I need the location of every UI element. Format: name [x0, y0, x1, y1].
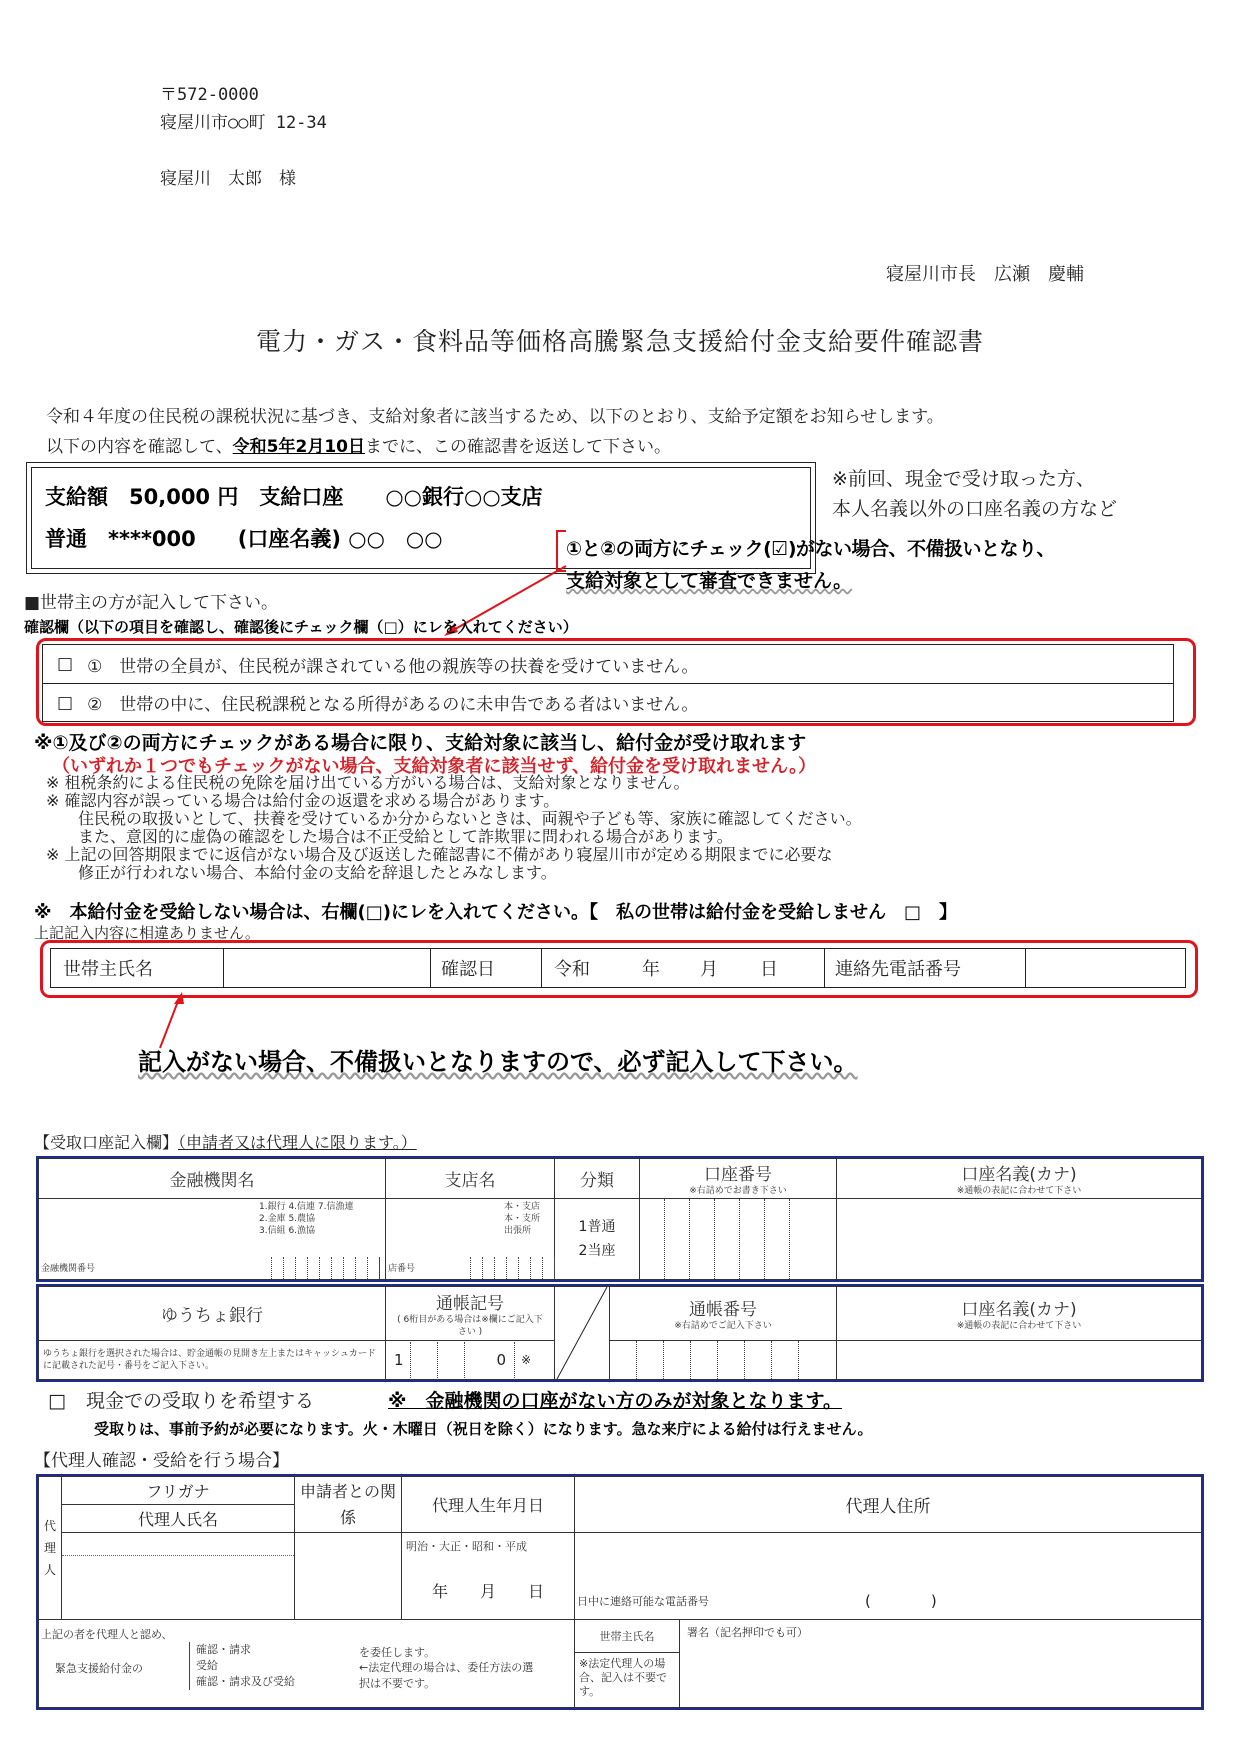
- callout-line-2: 支給対象として審査できません。: [566, 570, 853, 592]
- yucho-num-header: 通帳番号 ※右詰めでご記入下さい: [610, 1287, 837, 1341]
- yucho-holder-header: 口座名義(カナ) ※通帳の表記に合わせて下さい: [837, 1287, 1202, 1341]
- yucho-note: ゆうちょ銀行を選択された場合は、貯金通帳の見開き左上またはキャッシュカードに記載された記号・番号をご記入下さい。: [39, 1341, 386, 1380]
- phone-label: 連絡先電話番号: [825, 949, 1026, 987]
- yucho-sym-field[interactable]: 1 0 ※: [386, 1341, 555, 1380]
- must-fill-arrow: [150, 990, 190, 1050]
- yucho-num-field[interactable]: [610, 1341, 837, 1380]
- note-2: ※ 確認内容が誤っている場合は給付金の返還を求める場合があります。: [46, 791, 560, 810]
- note-5: ※ 上記の回答期限までに返信がない場合及び返送した確認書に不備があり寝屋川市が定める期限までに必要な: [46, 845, 833, 864]
- decline-sub: 上記記入内容に相違ありません。: [34, 924, 260, 942]
- relation-field[interactable]: [295, 1533, 402, 1620]
- sign-field[interactable]: [575, 1620, 1202, 1708]
- deadline: 令和5年2月10日: [232, 437, 365, 457]
- sign-label: 署名（記名押印でも可）: [687, 1626, 808, 1640]
- payment-line-2: 普通 ****000 (口座名義) ○○ ○○: [45, 527, 443, 551]
- bank-header: 金融機関名: [39, 1159, 386, 1199]
- decline-option[interactable]: ※ 本給付金を受給しない場合は、右欄(□)にレを入れてください。【 私の世帯は給付金を受給しません □ 】: [34, 902, 957, 923]
- address-label: 代理人住所: [575, 1477, 1202, 1533]
- red-notice: （いずれか１つでもチェックがない場合、支給対象者に該当せず、給付金を受け取れません。）: [52, 756, 817, 777]
- branch-field[interactable]: 本・支店 本・支所 出張所 店番号: [386, 1199, 555, 1280]
- date-label: 確認日: [431, 949, 542, 987]
- head-name-box: 世帯主氏名 ※法定代理人の場合、記入は不要です。: [575, 1620, 680, 1707]
- note-4: また、意図的に虚偽の確認をした場合は不正受給として詐欺罪に問われる場合があります。: [46, 827, 733, 846]
- agent-address-field[interactable]: 日中に連絡可能な電話番号 ( ): [575, 1533, 1202, 1620]
- bank-field[interactable]: 1.銀行 4.信連 7.信漁連 2.金庫 5.農協 3.信組 6.漁協 金融機関番号: [39, 1199, 386, 1280]
- month: 月: [700, 959, 718, 980]
- delegation-field: 上記の者を代理人と認め、 緊急支援給付金の 確認・請求 受給 確認・請求及び受給 を委任します。 ←法定代理の場合は、委任方法の選択は不要です。: [39, 1620, 575, 1708]
- note-6: 修正が行われない場合、本給付金の支給を辞退したとみなします。: [46, 863, 557, 882]
- branch-header: 支店名: [386, 1159, 555, 1199]
- side-note-2: 本人名義以外の口座名義の方など: [832, 498, 1118, 520]
- yucho-slash: [555, 1287, 610, 1380]
- cash-note: ※ 金融機関の口座がない方のみが対象となります。: [388, 1390, 842, 1412]
- account-section-title: 【受取口座記入欄】（申請者又は代理人に限ります。）: [34, 1133, 417, 1152]
- day: 日: [760, 959, 778, 980]
- confirm-header: 確認欄（以下の項目を確認し、確認後にチェック欄（□）にレを入れてください）: [24, 618, 578, 636]
- cash-sub: 受取りは、事前予約が必要になります。火・木曜日（祝日を除く）になります。急な来庁による給付は行えません。: [94, 1420, 873, 1438]
- intro-line-2: 以下の内容を確認して、令和5年2月10日までに、この確認書を返送して下さい。: [46, 437, 671, 457]
- recipient-name: 寝屋川 太郎 様: [160, 169, 296, 189]
- era: 令和: [554, 959, 590, 980]
- intro-line-1: 令和４年度の住民税の課税状況に基づき、支給対象者に該当するため、以下のとおり、支給予定額をお知らせします。: [46, 407, 944, 427]
- check-item-1-text: ① 世帯の全員が、住民税が課されている他の親族等の扶養を受けていません。: [87, 656, 699, 677]
- furigana-label: フリガナ: [62, 1477, 295, 1505]
- year: 年: [642, 959, 660, 980]
- check-item-2-text: ② 世帯の中に、住民税課税となる所得があるのに未申告である者はいません。: [87, 695, 699, 715]
- issuer: 寝屋川市長 広瀬 慶輔: [886, 264, 1084, 285]
- cash-checkbox[interactable]: □: [48, 1390, 66, 1412]
- agent-name-field[interactable]: [62, 1533, 295, 1620]
- side-note-1: ※前回、現金で受け取った方、: [832, 468, 1095, 490]
- name-label: 世帯主氏名: [51, 949, 224, 987]
- notes: [46, 774, 862, 882]
- bank-code-label: 金融機関番号: [41, 1264, 96, 1274]
- type-header: 分類: [555, 1159, 640, 1199]
- check-items-highlight: [36, 638, 1196, 726]
- acct-no-field[interactable]: [640, 1199, 837, 1280]
- agent-side-label: 代理人: [39, 1477, 62, 1620]
- must-fill-warning: 記入がない場合、不備扱いとなりますので、必ず記入して下さい。: [138, 1048, 858, 1076]
- checkbox-1[interactable]: □: [57, 654, 74, 674]
- note-3: 住民税の取扱いとして、扶養を受けているか分からないときは、両親や子ども等、家族に確認してください。: [46, 809, 862, 828]
- yucho-sym-header: 通帳記号 ( 6桁目がある場合は※欄にご記入下さい ): [386, 1287, 555, 1341]
- type-field[interactable]: 1普通 2当座: [555, 1199, 640, 1280]
- yucho-holder-field[interactable]: [837, 1341, 1202, 1380]
- holder-header: 口座名義(カナ) ※通帳の表記に合わせて下さい: [837, 1159, 1202, 1199]
- sign-row-highlight: [40, 940, 1198, 998]
- postal-code: 〒572-0000: [160, 85, 259, 105]
- dob-label: 代理人生年月日: [402, 1477, 575, 1533]
- bold-notice: ※①及び②の両方にチェックがある場合に限り、支給対象に該当し、給付金が受け取れます: [34, 732, 807, 754]
- relation-label: 申請者との関係: [295, 1477, 402, 1533]
- delegation-options[interactable]: 確認・請求 受給 確認・請求及び受給: [189, 1642, 295, 1690]
- yucho-table: [36, 1284, 1204, 1382]
- callout-line-1: ①と②の両方にチェック(☑)がない場合、不備扱いとなり、: [566, 538, 1056, 560]
- bank-table: [36, 1156, 1204, 1282]
- payment-line-1: 支給額 50,000 円 支給口座 ○○銀行○○支店: [45, 485, 543, 509]
- yucho-label: ゆうちょ銀行: [39, 1287, 386, 1341]
- note-1: ※ 租税条約による住民税の免除を届け出ている方がいる場合は、支給対象となりません。: [46, 773, 690, 792]
- agent-table: [36, 1474, 1204, 1710]
- document-title: 電力・ガス・食料品等価格高騰緊急支援給付金支給要件確認書: [255, 327, 984, 356]
- agent-section-title: 【代理人確認・受給を行う場合】: [34, 1451, 289, 1471]
- checkbox-2[interactable]: □: [57, 692, 74, 713]
- agent-name-label: 代理人氏名: [62, 1505, 295, 1533]
- branch-code-label: 店番号: [388, 1264, 416, 1274]
- address-street: 寝屋川市○○町 12-34: [160, 113, 327, 133]
- dob-field[interactable]: 明治・大正・昭和・平成 年 月 日: [402, 1533, 575, 1620]
- cash-option[interactable]: □ 現金での受取りを希望する: [48, 1390, 314, 1412]
- acct-no-header: 口座番号 ※右詰めでお書き下さい: [640, 1159, 837, 1199]
- holder-field[interactable]: [837, 1199, 1202, 1280]
- householder-note: ■世帯主の方が記入して下さい。: [24, 593, 279, 613]
